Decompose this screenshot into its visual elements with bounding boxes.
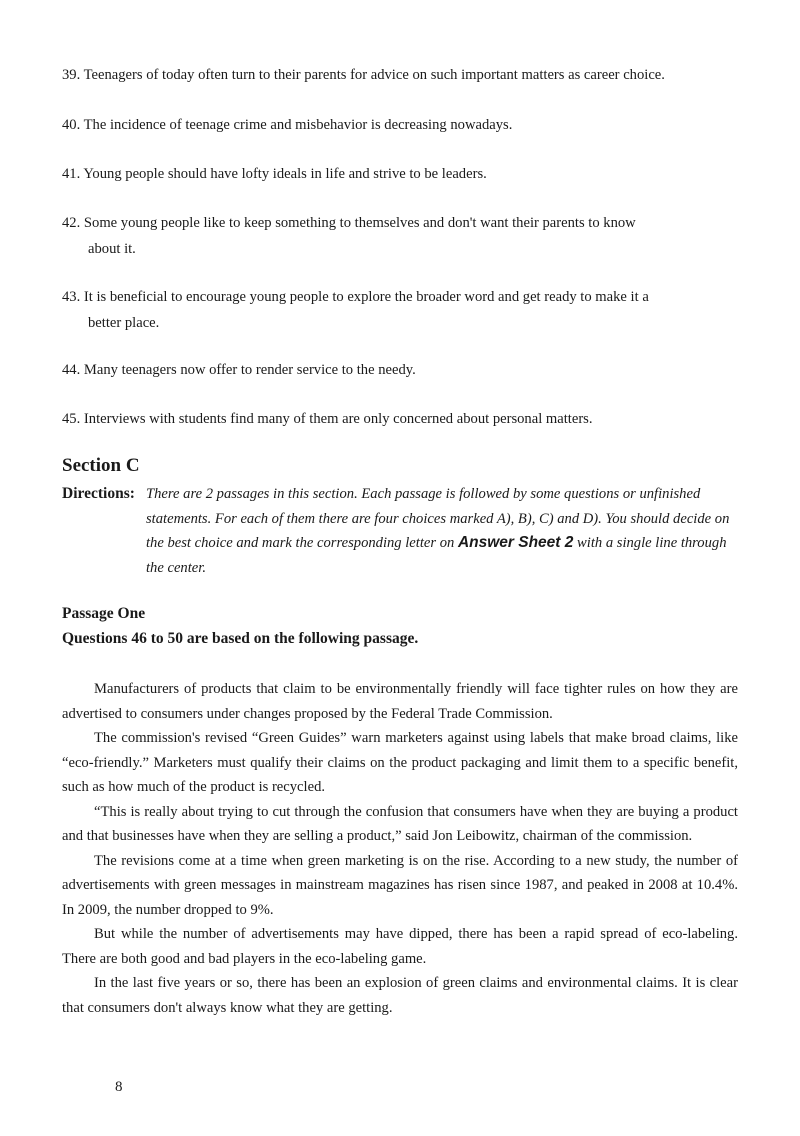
directions-label: Directions:	[62, 485, 135, 502]
passage-paragraph: The commission's revised “Green Guides” warn marketers against using labels that make broad claims, like “eco-friendly.” Marketers must qualify their claims on the product packaging and limit them to a specific benefit, such as how much of the product is recycled.	[62, 730, 738, 795]
answer-sheet-reference: Answer Sheet 2	[457, 534, 574, 551]
page-number: 8	[115, 1079, 123, 1095]
statement-text: The incidence of teenage crime and misbehavior is decreasing nowadays.	[83, 117, 513, 133]
statement-40	[62, 112, 742, 138]
statement-42	[62, 210, 742, 262]
statement-number: 41.	[62, 166, 81, 182]
statement-39	[62, 62, 742, 88]
passage-paragraph: The revisions come at a time when green marketing is on the rise. According to a new study, the number of advertisements with green messages in mainstream magazines has risen since 1987, and peaked in 2008 at 10.4%. In 2009, the number dropped to 9%.	[62, 852, 738, 918]
statement-number: 40.	[62, 117, 81, 133]
statement-number: 45.	[62, 411, 81, 427]
statement-text: Many teenagers now offer to render service to the needy.	[83, 362, 416, 378]
passage-paragraph: Manufacturers of products that claim to be environmentally friendly will face tighter rules on how they are advertised to consumers under changes proposed by the Federal Trade Commission.	[62, 681, 738, 722]
passage-subheading: Questions 46 to 50 are based on the following passage.	[62, 630, 419, 647]
statement-44	[62, 357, 742, 383]
statement-45	[62, 406, 742, 432]
passage-paragraph: In the last five years or so, there has been an explosion of green claims and environmental claims. It is clear that consumers don't always know what they are getting.	[62, 975, 738, 1016]
statement-text: Teenagers of today often turn to their parents for advice on such important matters as career choice.	[83, 67, 665, 83]
section-title: Section C	[62, 455, 140, 476]
passage-paragraph: But while the number of advertisements may have dipped, there has been a rapid spread of eco-labeling. There are both good and bad players in the eco-labeling game.	[62, 926, 738, 967]
statement-text: It is beneficial to encourage young people to explore the broader word and get ready to make it a	[83, 289, 649, 305]
statement-continuation: better place.	[88, 315, 160, 331]
passage-body	[62, 677, 738, 1020]
statement-43	[62, 284, 742, 336]
statement-text: Some young people like to keep something to themselves and don't want their parents to know	[83, 215, 636, 231]
directions-tail: with a single line through the center.	[146, 535, 727, 576]
statement-number: 43.	[62, 289, 81, 305]
statement-text: Interviews with students find many of them are only concerned about personal matters.	[83, 411, 593, 427]
statement-continuation: about it.	[88, 241, 136, 257]
passage-heading: Passage One	[62, 605, 146, 622]
statement-number: 42.	[62, 215, 81, 231]
passage-paragraph: “This is really about trying to cut through the confusion that consumers have when they are buying a product and that businesses have when they are selling a product,” said Jon Leibowitz, chairman of the commission.	[62, 803, 738, 844]
statement-text: Young people should have lofty ideals in life and strive to be leaders.	[83, 166, 487, 182]
directions-text: There are 2 passages in this section. Each passage is followed by some questions or unfinished statements. For each of them there are four choices marked A), B), C) and D). You should decide on the best choice and mark the corresponding letter on	[146, 486, 730, 551]
statement-number: 39.	[62, 67, 81, 83]
statement-number: 44.	[62, 362, 81, 378]
directions-body	[146, 482, 746, 580]
statement-41	[62, 161, 742, 187]
